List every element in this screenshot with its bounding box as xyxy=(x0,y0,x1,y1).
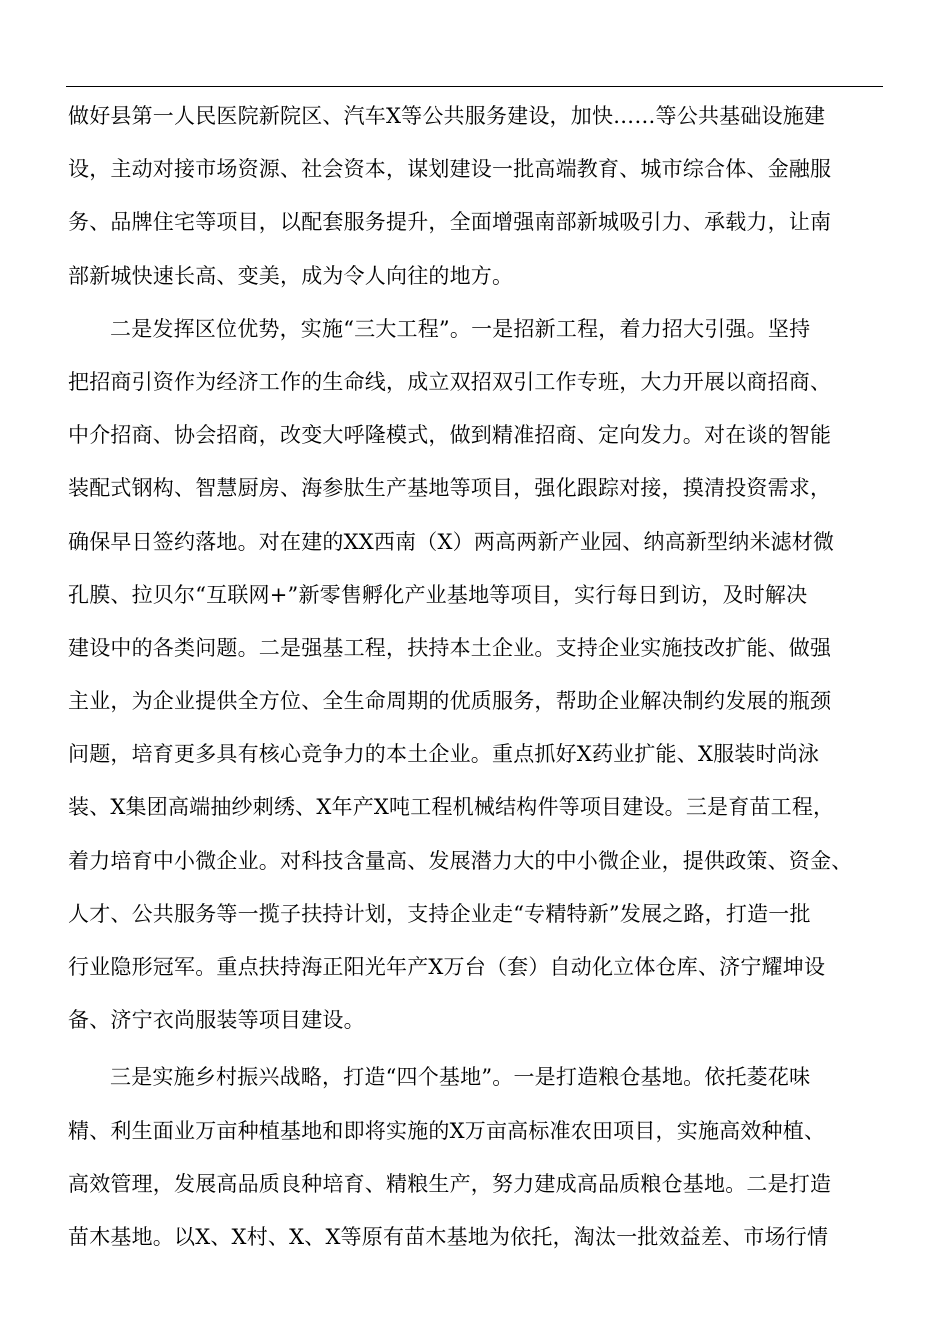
text-line: 装配式钢构、智慧厨房、海参肽生产基地等项目，强化跟踪对接，摸清投资需求， xyxy=(68,476,832,501)
paragraph-1 xyxy=(68,90,890,303)
header-rule xyxy=(66,86,883,87)
text-line: 三是实施乡村振兴战略，打造“四个基地”。一是打造粮仓基地。依托菱花味 xyxy=(110,1065,811,1090)
text-line: 设，主动对接市场资源、社会资本，谋划建设一批高端教育、城市综合体、金融服 xyxy=(68,157,832,182)
text-line: 高效管理，发展高品质良种培育、精粮生产，努力建成高品质粮仓基地。二是打造 xyxy=(68,1171,832,1196)
text-line: 确保早日签约落地。对在建的XX西南（X）两高两新产业园、纳高新型纳米滤材微 xyxy=(68,529,835,554)
text-line: 人才、公共服务等一揽子扶持计划，支持企业走“专精特新”发展之路，打造一批 xyxy=(68,901,811,926)
text-line: 备、济宁衣尚服装等项目建设。 xyxy=(68,1008,365,1033)
text-line: 做好县第一人民医院新院区、汽车X等公共服务建设，加快……等公共基础设施建 xyxy=(68,104,826,128)
text-line: 把招商引资作为经济工作的生命线，成立双招双引工作专班，大力开展以商招商、 xyxy=(68,369,832,394)
text-line: 二是发挥区位优势，实施“三大工程”。一是招新工程，着力招大引强。坚持 xyxy=(110,316,811,341)
text-line: 孔膜、拉贝尔“互联网+”新零售孵化产业基地等项目，实行每日到访，及时解决 xyxy=(68,582,808,607)
text-line: 精、利生面业万亩种植基地和即将实施的X万亩高标准农田项目，实施高效种植、 xyxy=(68,1118,826,1143)
text-line: 着力培育中小微企业。对科技含量高、发展潜力大的中小微企业，提供政策、资金、 xyxy=(68,848,853,873)
text-line: 行业隐形冠军。重点扶持海正阳光年产X万台（套）自动化立体仓库、济宁耀坤设 xyxy=(68,955,826,979)
document-body xyxy=(68,90,890,1264)
text-line: 中介招商、协会招商，改变大呼隆模式，做到精准招商、定向发力。对在谈的智能 xyxy=(68,423,832,448)
text-line: 主业，为企业提供全方位、全生命周期的优质服务，帮助企业解决制约发展的瓶颈 xyxy=(68,689,832,714)
text-line: 务、品牌住宅等项目，以配套服务提升，全面增强南部新城吸引力、承载力，让南 xyxy=(68,210,832,235)
text-line: 部新城快速长高、变美，成为令人向往的地方。 xyxy=(68,263,514,288)
text-line: 问题，培育更多具有核心竞争力的本土企业。重点抓好X药业扩能、X服装时尚泳 xyxy=(68,742,820,767)
paragraph-3 xyxy=(68,1051,890,1264)
text-line: 苗木基地。以X、X村、X、X等原有苗木基地为依托，淘汰一批效益差、市场行情 xyxy=(68,1224,829,1249)
text-line: 建设中的各类问题。二是强基工程，扶持本土企业。支持企业实施技改扩能、做强 xyxy=(68,635,832,660)
text-line: 装、X集团高端抽纱刺绣、X年产X吨工程机械结构件等项目建设。三是育苗工程， xyxy=(68,795,835,820)
paragraph-2 xyxy=(68,303,890,1048)
